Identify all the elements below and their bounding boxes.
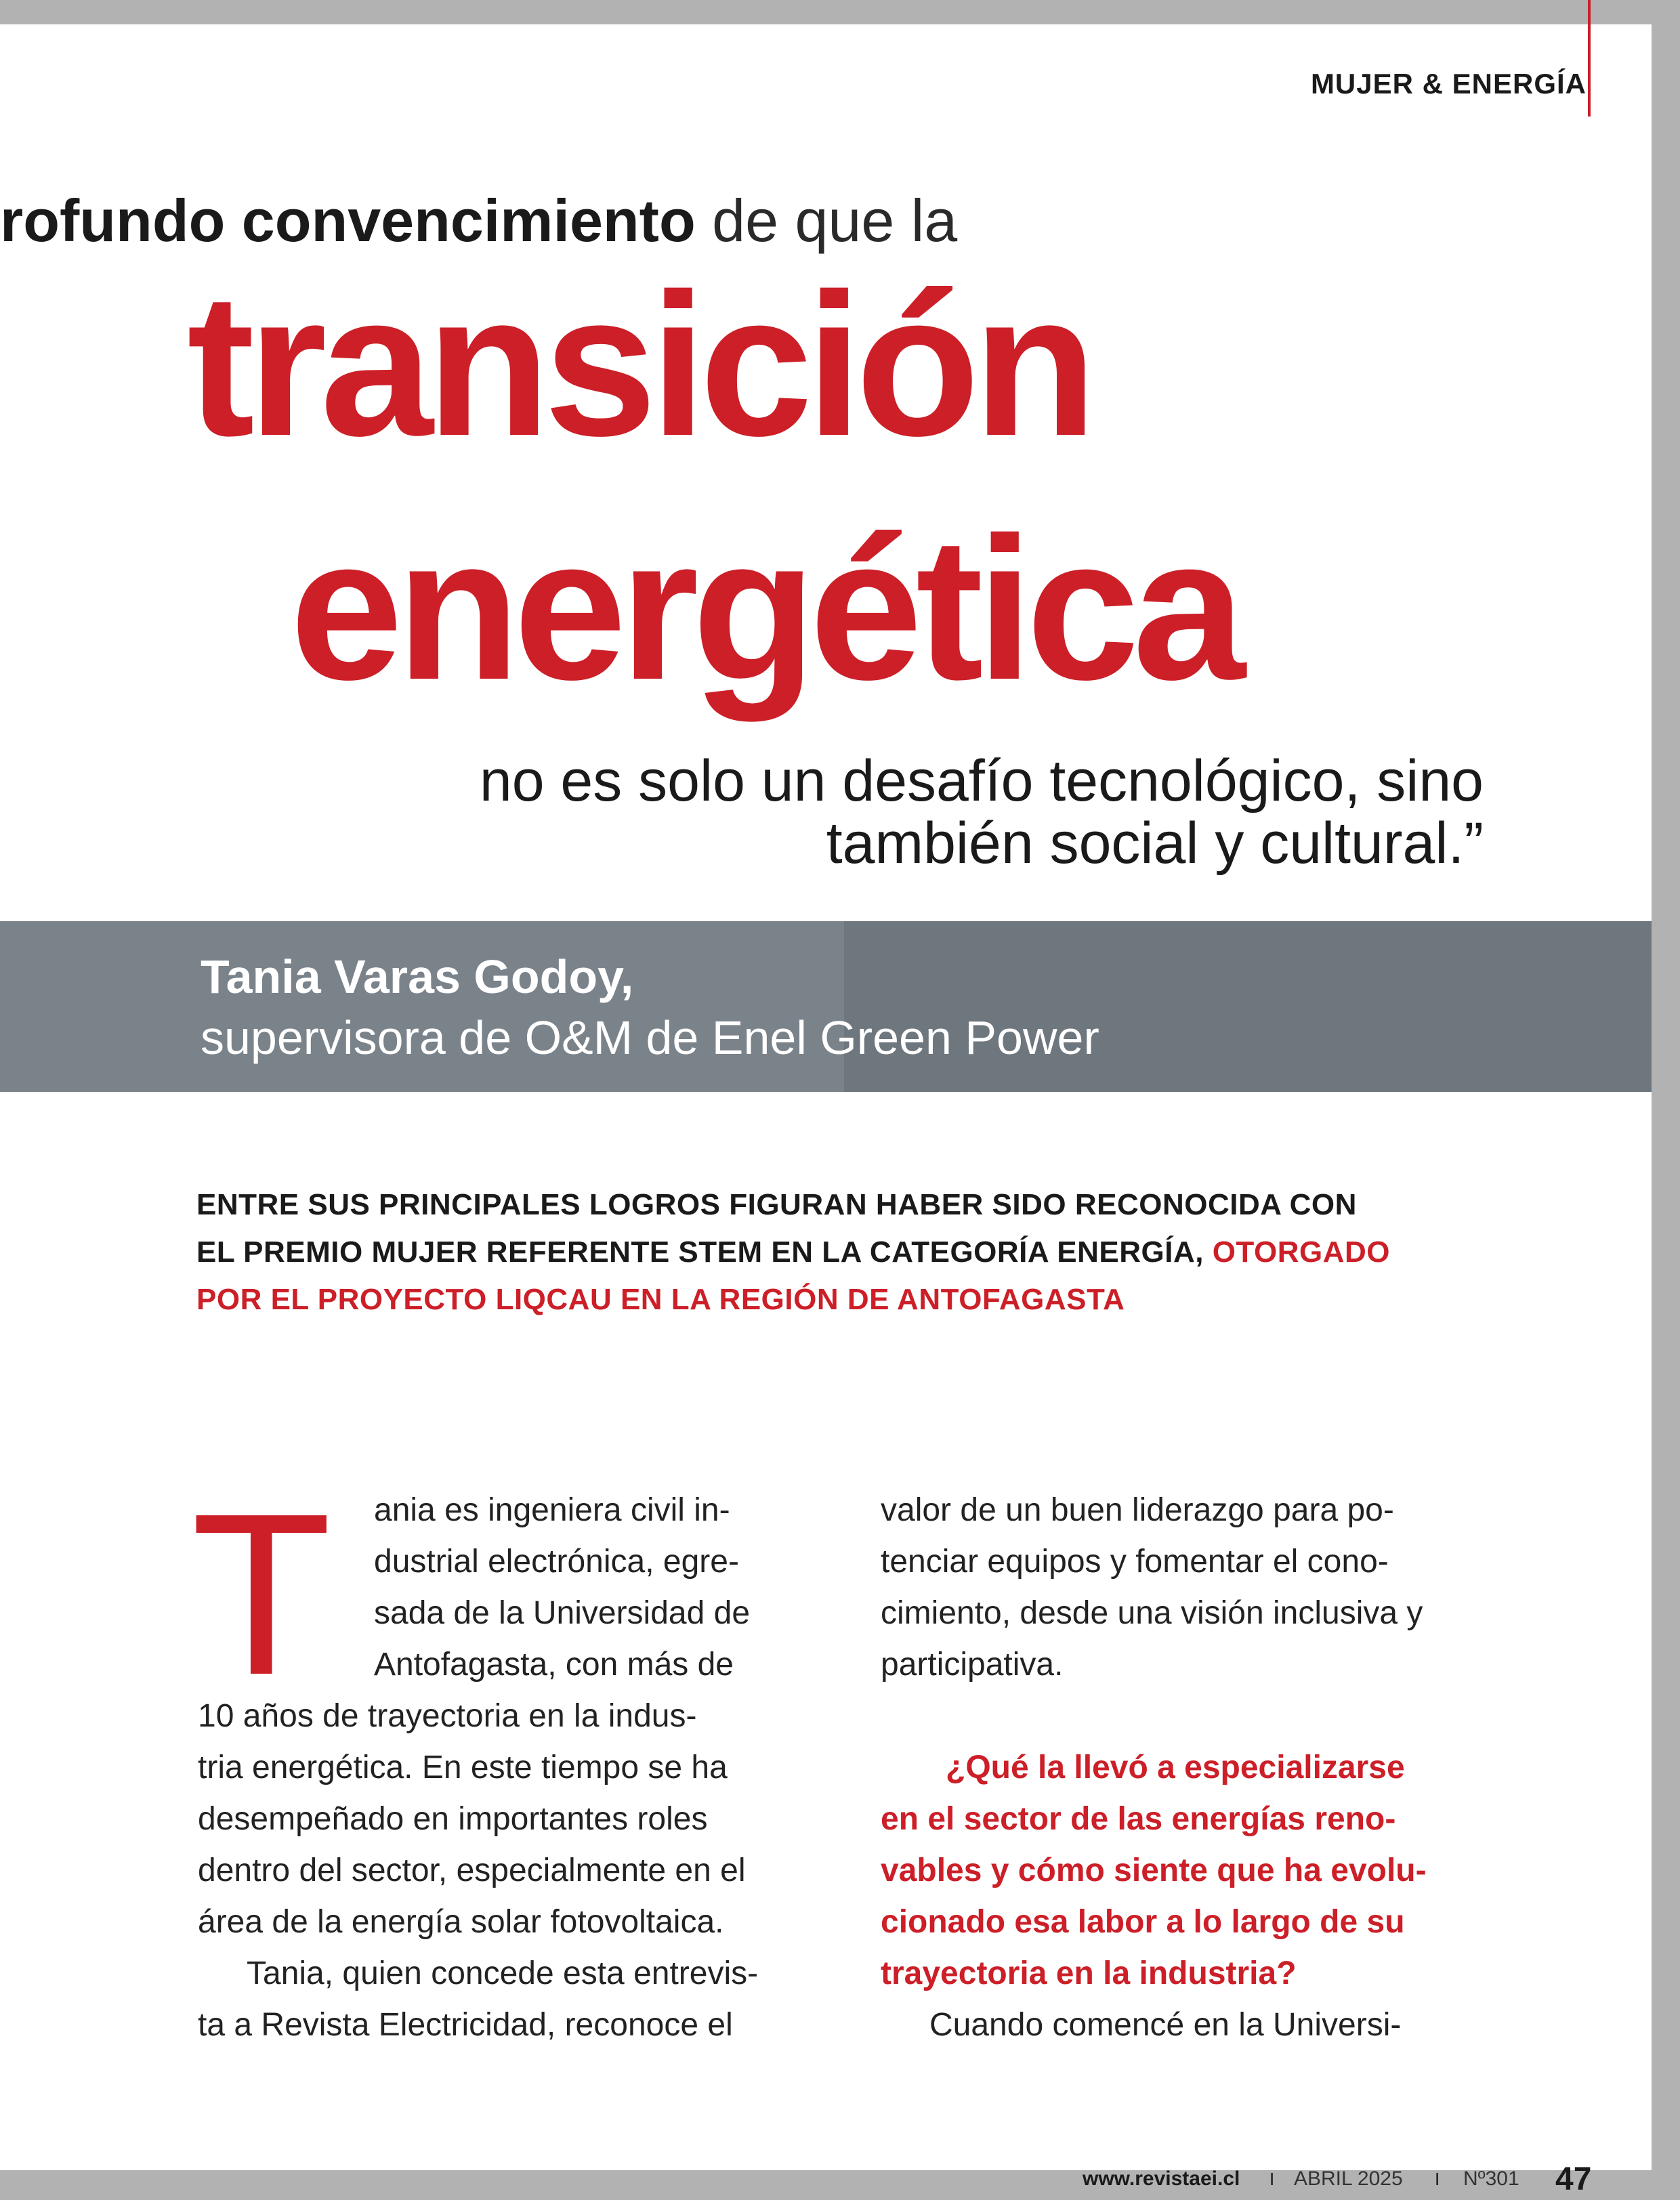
footer-date: ABRIL 2025 (1294, 2167, 1403, 2190)
headline-line-2: energética (290, 494, 1239, 722)
section-accent-rule (1588, 0, 1591, 117)
headline-line-1: transición (187, 251, 1091, 478)
footer-website: www.revistaei.cl (1083, 2167, 1240, 2190)
summary-line-3: POR EL PROYECTO LIQCAU EN LA REGIÓN DE ANTOFAGASTA (196, 1283, 1125, 1316)
body-col2-line: valor de un buen liderazgo para po- (881, 1492, 1394, 1528)
quote-lead (0, 187, 958, 254)
interview-question-line: ¿Qué la llevó a especializarse (946, 1750, 1405, 1785)
summary-line-2-dark: EL PREMIO MUJER REFERENTE STEM EN LA CATEGORÍA ENERGÍA, (196, 1235, 1213, 1269)
article-summary (196, 1181, 1497, 1324)
body-col1-line: dentro del sector, especialmente en el (198, 1853, 746, 1888)
quote-end-line-2: también social y cultural.” (826, 811, 1484, 876)
body-col1-line: área de la energía solar fotovoltaica. (198, 1904, 724, 1940)
footer-issue-number: Nº301 (1463, 2167, 1519, 2190)
body-col1-line: desempeñado en importantes roles (198, 1801, 708, 1837)
summary-line-1: ENTRE SUS PRINCIPALES LOGROS FIGURAN HABER SIDO RECONOCIDA CON (196, 1188, 1357, 1221)
body-col1-line: ania es ingeniera civil in- (374, 1492, 730, 1528)
page-number: 47 (1555, 2161, 1592, 2197)
interview-question-line: vables y cómo siente que ha evolu- (881, 1853, 1427, 1888)
quote-lead-bold: rofundo convencimiento (0, 187, 696, 254)
person-name: Tania Varas Godoy, (201, 950, 634, 1003)
person-role: supervisora de O&M de Enel Green Power (201, 1011, 1099, 1064)
body-col2-line: participativa. (881, 1647, 1064, 1683)
interview-answer-start: Cuando comencé en la Universi- (929, 2007, 1402, 2043)
body-col1-line: 10 años de trayectoria en la indus- (198, 1698, 697, 1734)
body-col2-line: tenciar equipos y fomentar el cono- (881, 1544, 1389, 1580)
body-col2-line: cimiento, desde una visión inclusiva y (881, 1595, 1423, 1631)
section-label: MUJER & ENERGÍA (1310, 68, 1587, 100)
footer-separator: I (1269, 2169, 1275, 2189)
summary-line-2 (196, 1229, 1497, 1276)
body-col1-line: Antofagasta, con más de (374, 1647, 734, 1683)
drop-cap: T (191, 1466, 332, 1723)
magazine-page (0, 24, 1652, 2197)
name-band-shade (844, 921, 1652, 1092)
body-col1-line: sada de la Universidad de (374, 1595, 751, 1631)
interview-question-line: trayectoria en la industria? (881, 1955, 1297, 1991)
body-col1-line: ta a Revista Electricidad, reconoce el (198, 2007, 733, 2043)
quote-end-line-1: no es solo un desafío tecnológico, sino (479, 748, 1484, 813)
quote-lead-light: de que la (695, 187, 958, 254)
summary-line-2-red: OTORGADO (1212, 1235, 1390, 1269)
footer-separator: I (1435, 2169, 1440, 2189)
interview-question-line: en el sector de las energías reno- (881, 1801, 1396, 1837)
body-col1-line: dustrial electrónica, egre- (374, 1544, 739, 1580)
interview-question-line: cionado esa labor a lo largo de su (881, 1904, 1405, 1940)
body-col1-line: Tania, quien concede esta entrevis- (247, 1955, 759, 1991)
body-col1-line: tria energética. En este tiempo se ha (198, 1750, 728, 1785)
